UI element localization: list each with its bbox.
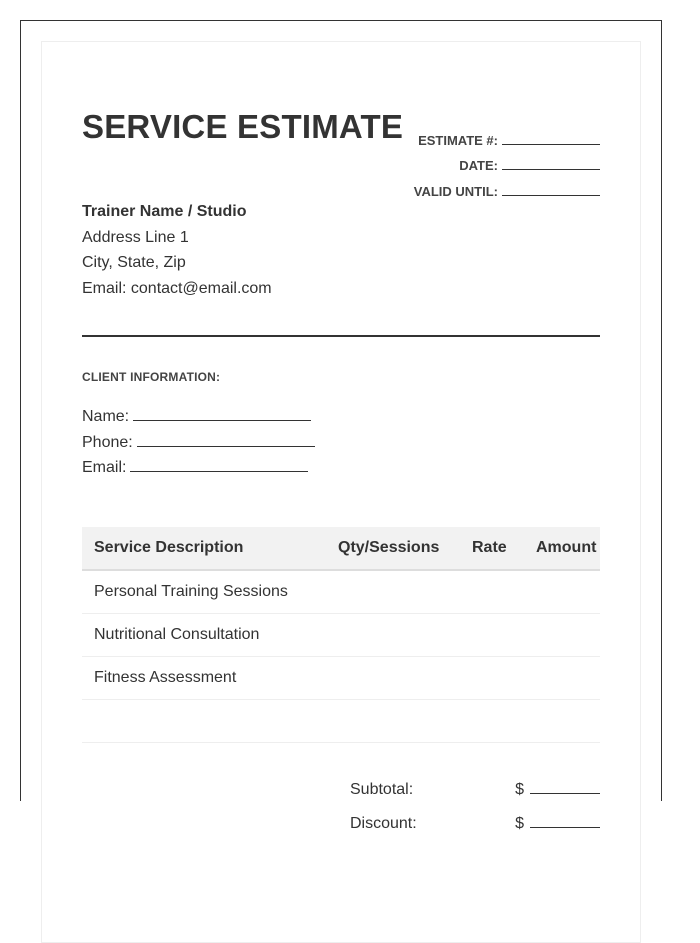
header-qty-sessions: Qty/Sessions [326, 527, 470, 570]
header-amount: Amount [530, 527, 600, 570]
date-label: DATE: [459, 158, 498, 173]
row-amount[interactable] [530, 614, 600, 657]
row-description: Fitness Assessment [82, 657, 326, 700]
table-row [82, 570, 600, 614]
estimate-page [41, 41, 641, 943]
client-section-title: CLIENT INFORMATION: [82, 370, 221, 384]
estimate-meta [340, 122, 600, 199]
discount-currency: $ [515, 815, 524, 832]
row-description: Personal Training Sessions [82, 570, 326, 614]
row-rate[interactable] [470, 614, 530, 657]
valid-until-field[interactable] [502, 183, 600, 196]
header-service-description: Service Description [82, 527, 326, 570]
services-table [82, 527, 600, 743]
row-qty[interactable] [326, 614, 470, 657]
date-field[interactable] [502, 157, 600, 170]
estimate-number-label: ESTIMATE #: [418, 132, 498, 148]
trainer-email: Email: contact@email.com [82, 279, 272, 297]
discount-field[interactable] [530, 815, 600, 828]
table-row [82, 700, 600, 743]
row-amount[interactable] [530, 570, 600, 614]
client-name-field[interactable] [133, 408, 311, 421]
subtotal-currency: $ [515, 781, 524, 798]
client-email-label: Email: [82, 459, 127, 476]
row-amount[interactable] [530, 700, 600, 743]
subtotal-label: Subtotal: [350, 781, 414, 798]
document-viewport [20, 20, 662, 832]
date-row [340, 148, 600, 174]
row-qty[interactable] [326, 570, 470, 614]
client-phone-row [82, 430, 315, 456]
table-header-row [82, 527, 600, 570]
row-rate[interactable] [470, 700, 530, 743]
client-email-row [82, 455, 315, 481]
row-rate[interactable] [470, 570, 530, 614]
subtotal-amount [515, 781, 600, 799]
client-phone-label: Phone: [82, 433, 133, 451]
section-divider [82, 335, 600, 337]
row-rate[interactable] [470, 657, 530, 700]
discount-row [350, 811, 600, 845]
totals-section [350, 777, 600, 845]
discount-label: Discount: [350, 815, 417, 832]
client-phone-field[interactable] [137, 434, 315, 447]
client-email-field[interactable] [130, 459, 308, 472]
row-description: Nutritional Consultation [82, 614, 326, 657]
trainer-city: City, State, Zip [82, 254, 186, 271]
valid-until-label: VALID UNTIL: [413, 183, 498, 199]
row-qty[interactable] [326, 657, 470, 700]
header-rate: Rate [470, 527, 530, 570]
estimate-number-row [340, 122, 600, 148]
trainer-address: Address Line 1 [82, 228, 189, 246]
row-description[interactable] [82, 700, 326, 743]
row-amount[interactable] [530, 657, 600, 700]
client-name-label: Name: [82, 408, 130, 425]
row-qty[interactable] [326, 700, 470, 743]
table-row [82, 657, 600, 700]
client-name-row [82, 404, 315, 430]
subtotal-row [350, 777, 600, 811]
client-fields [82, 404, 315, 481]
estimate-number-field[interactable] [502, 132, 600, 145]
valid-until-row [340, 173, 600, 199]
subtotal-field[interactable] [530, 781, 600, 794]
discount-amount [515, 815, 600, 833]
table-row [82, 614, 600, 657]
trainer-info [82, 199, 272, 301]
page-title: SERVICE ESTIMATE [82, 108, 404, 145]
trainer-name: Trainer Name / Studio [82, 203, 247, 220]
